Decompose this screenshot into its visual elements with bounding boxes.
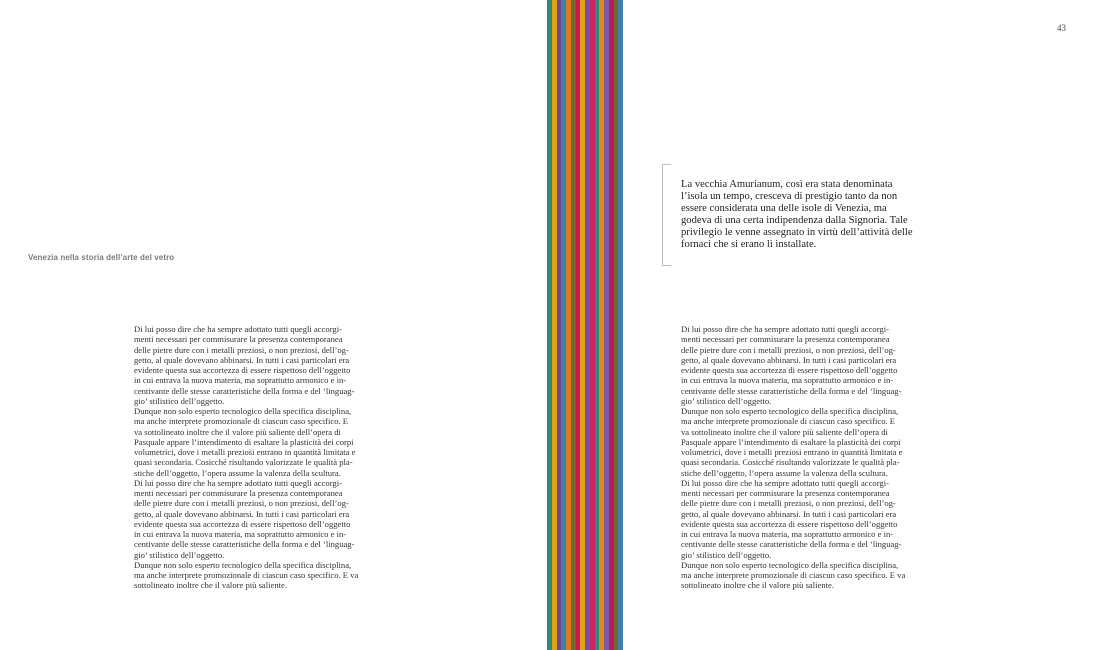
body-text-line: Pasquale appare l’intendimento di esaltare la plasticità dei corpi: [134, 436, 354, 447]
body-text-line: volumetrici, dove i metalli preziosi entrano in quantità limitata e: [134, 447, 356, 457]
body-text-line: stiche dell’oggetto, l’opera assume la valenza della scultura.: [681, 467, 888, 478]
body-text-line: Di lui posso dire che ha sempre adottato tutti quegli accorgi-: [134, 477, 342, 488]
body-text-line: sottolineato inoltre che il valore più saliente.: [681, 580, 834, 591]
body-text-line: delle pietre dure con i metalli preziosi, o non preziosi, dell’og-: [134, 344, 349, 355]
body-text-line: ma anche interprete promozionale di ciascun caso specifico. E: [134, 416, 349, 427]
body-text-line: centivante delle stesse caratteristiche della forma e del ‘linguag-: [681, 385, 902, 396]
quote-line: fornaci che si erano lì installate.: [681, 239, 817, 251]
body-text-line: evidente questa sua accortezza di essere rispettoso dell’oggetto: [134, 518, 351, 529]
body-text-line: Pasquale appare l’intendimento di esaltare la plasticità dei corpi: [681, 436, 901, 447]
section-title: Venezia nella storia dell’arte del vetro: [28, 253, 175, 262]
quote-line: La vecchia Amurianum, così era stata denominata: [681, 179, 893, 190]
body-text-line: getto, al quale dovevano abbinarsi. In tutti i casi particolari era: [134, 508, 350, 519]
quote-line: essere considerata una delle isole di Venezia, ma: [681, 203, 887, 215]
body-text-line: Dunque non solo esperto tecnologico della specifica disciplina,: [134, 406, 352, 416]
body-text-line: Di lui posso dire che ha sempre adottato tutti quegli accorgi-: [134, 324, 342, 334]
body-text-line: evidente questa sua accortezza di essere rispettoso dell’oggetto: [681, 518, 898, 529]
body-text-line: volumetrici, dove i metalli preziosi entrano in quantità limitata e: [681, 447, 903, 457]
right-body-text: [681, 324, 943, 591]
body-text-line: va sottolineato inoltre che il valore più saliente dell’opera di: [134, 426, 341, 437]
quote-line: l’isola un tempo, cresceva di prestigio tanto da non: [681, 191, 898, 203]
body-text-line: in cui entrava la nuova materia, ma soprattutto armonico e in-: [134, 529, 347, 539]
page-number: 43: [1057, 23, 1066, 33]
quote-bracket: [662, 164, 671, 266]
body-text-line: va sottolineato inoltre che il valore più saliente dell’opera di: [681, 426, 888, 437]
center-stripes-decoration: [547, 0, 623, 650]
body-text-line: ma anche interprete promozionale di ciascun caso specifico. E: [681, 416, 896, 427]
body-text-line: getto, al quale dovevano abbinarsi. In tutti i casi particolari era: [134, 354, 350, 365]
body-text-line: Dunque non solo esperto tecnologico della specifica disciplina,: [681, 406, 899, 416]
body-text-line: delle pietre dure con i metalli preziosi, o non preziosi, dell’og-: [134, 498, 349, 509]
body-text-line: getto, al quale dovevano abbinarsi. In tutti i casi particolari era: [681, 354, 897, 365]
body-text-line: gio’ stilistico dell’oggetto.: [134, 549, 225, 560]
body-text-line: delle pietre dure con i metalli preziosi, o non preziosi, dell’og-: [681, 498, 896, 509]
body-text-line: Dunque non solo esperto tecnologico della specifica disciplina,: [681, 559, 899, 570]
body-text-line: quasi secondaria. Cosicché risultando valorizzate le qualità pla-: [681, 457, 900, 468]
body-text-line: sottolineato inoltre che il valore più saliente.: [134, 580, 287, 591]
body-text-line: in cui entrava la nuova materia, ma soprattutto armonico e in-: [681, 529, 894, 539]
pull-quote: [681, 179, 931, 252]
body-text-line: menti necessari per commisurare la presenza contemporanea: [681, 488, 890, 498]
body-text-line: evidente questa sua accortezza di essere rispettoso dell’oggetto: [134, 365, 351, 375]
body-text-line: evidente questa sua accortezza di essere rispettoso dell’oggetto: [681, 365, 898, 375]
quote-line: privilegio le venne assegnato in virtù dell’attività delle: [681, 227, 913, 239]
body-text-line: Dunque non solo esperto tecnologico della specifica disciplina,: [134, 559, 352, 570]
body-text-line: centivante delle stesse caratteristiche della forma e del ‘linguag-: [681, 539, 902, 550]
body-text-line: gio’ stilistico dell’oggetto.: [681, 395, 772, 406]
left-body-text: [134, 324, 396, 591]
body-text-line: centivante delle stesse caratteristiche della forma e del ‘linguag-: [134, 539, 355, 550]
body-text-line: quasi secondaria. Cosicché risultando valorizzate le qualità pla-: [134, 457, 353, 468]
body-text-line: in cui entrava la nuova materia, ma soprattutto armonico e in-: [134, 375, 347, 386]
body-text-line: stiche dell’oggetto, l’opera assume la valenza della scultura.: [134, 467, 341, 478]
body-text-line: menti necessari per commisurare la presenza contemporanea: [134, 488, 343, 498]
quote-line: godeva di una certa indipendenza dalla Signoria. Tale: [681, 215, 908, 227]
body-text-line: ma anche interprete promozionale di ciascun caso specifico. E va: [134, 570, 359, 580]
color-stripe: [618, 0, 623, 650]
body-text-line: centivante delle stesse caratteristiche della forma e del ‘linguag-: [134, 385, 355, 396]
body-text-line: gio’ stilistico dell’oggetto.: [134, 395, 225, 406]
body-text-line: getto, al quale dovevano abbinarsi. In tutti i casi particolari era: [681, 508, 897, 519]
body-text-line: ma anche interprete promozionale di ciascun caso specifico. E va: [681, 570, 906, 580]
body-text-line: Di lui posso dire che ha sempre adottato tutti quegli accorgi-: [681, 477, 889, 488]
body-text-line: gio’ stilistico dell’oggetto.: [681, 549, 772, 560]
body-text-line: Di lui posso dire che ha sempre adottato tutti quegli accorgi-: [681, 324, 889, 334]
body-text-line: in cui entrava la nuova materia, ma soprattutto armonico e in-: [681, 375, 894, 386]
body-text-line: menti necessari per commisurare la presenza contemporanea: [134, 334, 343, 345]
body-text-line: delle pietre dure con i metalli preziosi, o non preziosi, dell’og-: [681, 344, 896, 355]
body-text-line: menti necessari per commisurare la presenza contemporanea: [681, 334, 890, 345]
